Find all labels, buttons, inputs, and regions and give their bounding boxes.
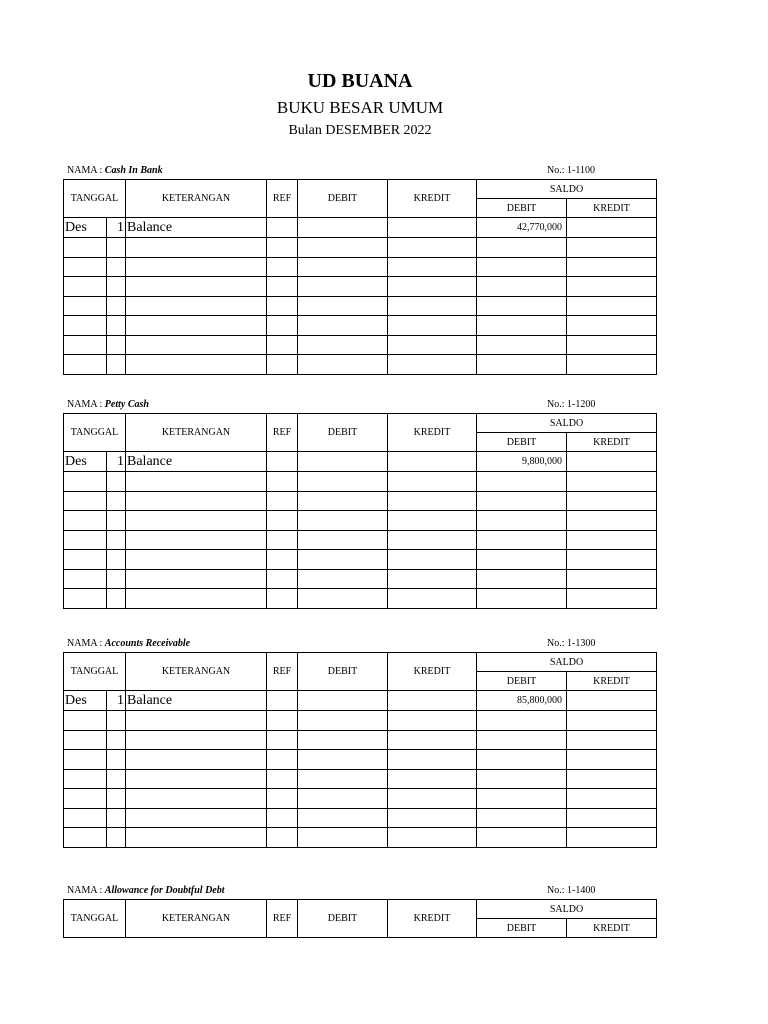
empty-cell — [298, 491, 388, 511]
account-number-line — [547, 165, 595, 176]
empty-cell — [298, 296, 388, 316]
empty-cell — [388, 335, 477, 355]
empty-cell — [567, 711, 657, 731]
empty-cell — [298, 238, 388, 258]
empty-cell — [64, 589, 107, 609]
empty-cell — [567, 828, 657, 848]
empty-cell — [567, 569, 657, 589]
col-ref: REF — [267, 414, 298, 452]
account-number: 1-1200 — [567, 399, 596, 410]
empty-cell — [477, 828, 567, 848]
empty-cell — [298, 550, 388, 570]
period-label: Bulan DESEMBER 2022 — [288, 123, 432, 138]
empty-cell — [126, 238, 267, 258]
cell-debit — [298, 452, 388, 472]
col-tanggal: TANGGAL — [64, 653, 126, 691]
empty-cell — [126, 316, 267, 336]
col-tanggal: TANGGAL — [64, 900, 126, 938]
empty-cell — [64, 569, 107, 589]
empty-cell — [477, 238, 567, 258]
empty-cell — [64, 238, 107, 258]
empty-cell — [64, 296, 107, 316]
empty-cell — [107, 491, 126, 511]
empty-cell — [567, 355, 657, 375]
col-saldo-kredit: KREDIT — [567, 919, 657, 938]
empty-cell — [388, 530, 477, 550]
empty-cell — [64, 335, 107, 355]
table-row — [64, 730, 657, 750]
empty-cell — [107, 316, 126, 336]
empty-cell — [267, 511, 298, 531]
table-row — [64, 452, 657, 472]
cell-day: 1 — [107, 452, 126, 472]
ledger-4 — [63, 885, 657, 938]
table-row — [64, 277, 657, 297]
empty-cell — [126, 769, 267, 789]
no-label: No.: — [547, 638, 565, 649]
empty-cell — [477, 750, 567, 770]
empty-cell — [388, 750, 477, 770]
empty-cell — [298, 808, 388, 828]
empty-cell — [107, 511, 126, 531]
empty-cell — [298, 511, 388, 531]
table-row — [64, 218, 657, 238]
empty-cell — [267, 355, 298, 375]
empty-cell — [477, 769, 567, 789]
cell-ref — [267, 452, 298, 472]
empty-cell — [126, 750, 267, 770]
empty-cell — [567, 750, 657, 770]
table-row — [64, 569, 657, 589]
cell-day: 1 — [107, 218, 126, 238]
account-name-line — [67, 885, 225, 896]
empty-cell — [477, 808, 567, 828]
empty-cell — [298, 530, 388, 550]
empty-cell — [567, 550, 657, 570]
company-title: UD BUANA — [307, 70, 413, 92]
empty-cell — [64, 491, 107, 511]
empty-cell — [126, 789, 267, 809]
empty-cell — [567, 316, 657, 336]
account-number: 1-1300 — [567, 638, 596, 649]
empty-cell — [567, 491, 657, 511]
col-saldo-kredit: KREDIT — [567, 199, 657, 218]
empty-cell — [107, 569, 126, 589]
empty-cell — [107, 277, 126, 297]
empty-cell — [64, 277, 107, 297]
empty-cell — [567, 238, 657, 258]
col-ref: REF — [267, 900, 298, 938]
empty-cell — [126, 569, 267, 589]
account-name: Cash In Bank — [104, 165, 163, 176]
ledger-3 — [63, 638, 657, 848]
empty-cell — [388, 316, 477, 336]
empty-cell — [298, 355, 388, 375]
empty-cell — [477, 789, 567, 809]
empty-cell — [64, 730, 107, 750]
empty-cell — [107, 355, 126, 375]
empty-cell — [477, 355, 567, 375]
cell-description: Balance — [126, 691, 267, 711]
empty-cell — [126, 550, 267, 570]
ledger-meta — [63, 399, 657, 413]
empty-cell — [388, 769, 477, 789]
empty-cell — [567, 789, 657, 809]
empty-cell — [64, 769, 107, 789]
empty-cell — [107, 530, 126, 550]
ledger-meta — [63, 165, 657, 179]
col-debit: DEBIT — [298, 900, 388, 938]
empty-cell — [298, 730, 388, 750]
empty-cell — [567, 769, 657, 789]
ledger-meta — [63, 885, 657, 899]
col-keterangan: KETERANGAN — [126, 900, 267, 938]
empty-cell — [388, 277, 477, 297]
account-name-line — [67, 399, 149, 410]
empty-cell — [107, 238, 126, 258]
empty-cell — [107, 730, 126, 750]
empty-cell — [388, 238, 477, 258]
empty-cell — [64, 808, 107, 828]
empty-cell — [126, 491, 267, 511]
empty-cell — [126, 828, 267, 848]
empty-cell — [388, 257, 477, 277]
cell-kredit — [388, 452, 477, 472]
cell-saldo-kredit — [567, 691, 657, 711]
empty-cell — [477, 550, 567, 570]
table-row — [64, 711, 657, 731]
account-number: 1-1100 — [567, 165, 595, 176]
empty-cell — [267, 530, 298, 550]
empty-cell — [477, 491, 567, 511]
cell-saldo-kredit — [567, 218, 657, 238]
empty-cell — [64, 750, 107, 770]
nama-label: NAMA : — [67, 638, 103, 649]
empty-cell — [388, 355, 477, 375]
account-name-line — [67, 165, 163, 176]
empty-cell — [567, 808, 657, 828]
cell-debit — [298, 218, 388, 238]
col-kredit: KREDIT — [388, 180, 477, 218]
empty-cell — [567, 511, 657, 531]
col-saldo-debit: DEBIT — [477, 199, 567, 218]
table-row — [64, 316, 657, 336]
ledger-table — [63, 652, 657, 848]
cell-saldo-debit: 85,800,000 — [477, 691, 567, 711]
nama-label: NAMA : — [67, 399, 103, 410]
empty-cell — [267, 750, 298, 770]
empty-cell — [126, 730, 267, 750]
col-saldo: SALDO — [477, 180, 657, 199]
table-row — [64, 550, 657, 570]
empty-cell — [567, 530, 657, 550]
empty-cell — [107, 296, 126, 316]
table-row — [64, 335, 657, 355]
empty-cell — [298, 257, 388, 277]
cell-month: Des — [64, 691, 107, 711]
empty-cell — [477, 335, 567, 355]
empty-cell — [298, 828, 388, 848]
empty-cell — [64, 828, 107, 848]
empty-cell — [388, 711, 477, 731]
empty-cell — [477, 511, 567, 531]
header-row — [64, 180, 657, 199]
col-keterangan: KETERANGAN — [126, 180, 267, 218]
empty-cell — [267, 589, 298, 609]
table-row — [64, 257, 657, 277]
cell-month: Des — [64, 452, 107, 472]
empty-cell — [64, 316, 107, 336]
empty-cell — [298, 472, 388, 492]
col-saldo-kredit: KREDIT — [567, 433, 657, 452]
table-row — [64, 769, 657, 789]
empty-cell — [126, 589, 267, 609]
empty-cell — [267, 316, 298, 336]
empty-cell — [267, 550, 298, 570]
account-name: Accounts Receivable — [104, 638, 191, 649]
col-saldo-debit: DEBIT — [477, 919, 567, 938]
empty-cell — [267, 808, 298, 828]
col-debit: DEBIT — [298, 180, 388, 218]
table-row — [64, 296, 657, 316]
table-row — [64, 750, 657, 770]
table-row — [64, 491, 657, 511]
empty-cell — [298, 335, 388, 355]
empty-cell — [107, 750, 126, 770]
empty-cell — [126, 355, 267, 375]
cell-month: Des — [64, 218, 107, 238]
empty-cell — [107, 257, 126, 277]
cell-ref — [267, 691, 298, 711]
col-kredit: KREDIT — [388, 653, 477, 691]
empty-cell — [388, 808, 477, 828]
empty-cell — [567, 730, 657, 750]
empty-cell — [567, 335, 657, 355]
empty-cell — [64, 711, 107, 731]
col-kredit: KREDIT — [388, 414, 477, 452]
empty-cell — [388, 511, 477, 531]
cell-description: Balance — [126, 218, 267, 238]
empty-cell — [267, 769, 298, 789]
empty-cell — [64, 789, 107, 809]
cell-day: 1 — [107, 691, 126, 711]
table-row — [64, 808, 657, 828]
table-row — [64, 691, 657, 711]
empty-cell — [567, 296, 657, 316]
empty-cell — [267, 491, 298, 511]
cell-description: Balance — [126, 452, 267, 472]
col-saldo: SALDO — [477, 653, 657, 672]
empty-cell — [107, 335, 126, 355]
col-saldo-kredit: KREDIT — [567, 672, 657, 691]
ledger-table — [63, 413, 657, 609]
empty-cell — [107, 711, 126, 731]
col-debit: DEBIT — [298, 653, 388, 691]
account-number: 1-1400 — [567, 885, 596, 896]
col-tanggal: TANGGAL — [64, 180, 126, 218]
account-name-line — [67, 638, 190, 649]
empty-cell — [388, 789, 477, 809]
empty-cell — [298, 711, 388, 731]
table-row — [64, 511, 657, 531]
col-ref: REF — [267, 180, 298, 218]
empty-cell — [298, 316, 388, 336]
col-keterangan: KETERANGAN — [126, 414, 267, 452]
col-keterangan: KETERANGAN — [126, 653, 267, 691]
empty-cell — [126, 711, 267, 731]
account-name: Allowance for Doubtful Debt — [104, 885, 225, 896]
cell-ref — [267, 218, 298, 238]
cell-saldo-debit: 9,800,000 — [477, 452, 567, 472]
empty-cell — [298, 769, 388, 789]
empty-cell — [477, 316, 567, 336]
empty-cell — [64, 511, 107, 531]
empty-cell — [567, 257, 657, 277]
no-label: No.: — [547, 399, 565, 410]
header-row — [64, 414, 657, 433]
col-saldo: SALDO — [477, 414, 657, 433]
header-row — [64, 653, 657, 672]
account-name: Petty Cash — [104, 399, 149, 410]
empty-cell — [477, 530, 567, 550]
table-row — [64, 238, 657, 258]
cell-kredit — [388, 218, 477, 238]
account-number-line — [547, 638, 595, 649]
empty-cell — [298, 789, 388, 809]
no-label: No.: — [547, 885, 565, 896]
empty-cell — [477, 569, 567, 589]
empty-cell — [267, 730, 298, 750]
empty-cell — [477, 589, 567, 609]
ledger-table — [63, 899, 657, 938]
empty-cell — [267, 569, 298, 589]
ledger-table — [63, 179, 657, 375]
col-saldo-debit: DEBIT — [477, 433, 567, 452]
empty-cell — [267, 711, 298, 731]
empty-cell — [126, 257, 267, 277]
empty-cell — [388, 472, 477, 492]
empty-cell — [107, 808, 126, 828]
empty-cell — [477, 277, 567, 297]
empty-cell — [388, 296, 477, 316]
empty-cell — [126, 530, 267, 550]
empty-cell — [298, 750, 388, 770]
empty-cell — [64, 472, 107, 492]
table-row — [64, 472, 657, 492]
col-saldo-debit: DEBIT — [477, 672, 567, 691]
header-row — [64, 900, 657, 919]
table-row — [64, 530, 657, 550]
col-kredit: KREDIT — [388, 900, 477, 938]
empty-cell — [107, 589, 126, 609]
empty-cell — [267, 257, 298, 277]
empty-cell — [567, 472, 657, 492]
ledger-meta — [63, 638, 657, 652]
col-saldo: SALDO — [477, 900, 657, 919]
nama-label: NAMA : — [67, 165, 103, 176]
empty-cell — [107, 472, 126, 492]
ledger-1 — [63, 165, 657, 375]
empty-cell — [126, 808, 267, 828]
col-ref: REF — [267, 653, 298, 691]
empty-cell — [107, 550, 126, 570]
cell-kredit — [388, 691, 477, 711]
table-row — [64, 828, 657, 848]
empty-cell — [298, 569, 388, 589]
empty-cell — [477, 296, 567, 316]
table-row — [64, 355, 657, 375]
empty-cell — [298, 277, 388, 297]
empty-cell — [388, 550, 477, 570]
empty-cell — [477, 472, 567, 492]
empty-cell — [388, 730, 477, 750]
empty-cell — [107, 769, 126, 789]
col-tanggal: TANGGAL — [64, 414, 126, 452]
empty-cell — [267, 238, 298, 258]
empty-cell — [107, 828, 126, 848]
empty-cell — [64, 530, 107, 550]
empty-cell — [388, 491, 477, 511]
empty-cell — [267, 335, 298, 355]
table-row — [64, 789, 657, 809]
empty-cell — [107, 789, 126, 809]
empty-cell — [567, 589, 657, 609]
cell-saldo-debit: 42,770,000 — [477, 218, 567, 238]
empty-cell — [567, 277, 657, 297]
empty-cell — [388, 589, 477, 609]
empty-cell — [477, 257, 567, 277]
empty-cell — [477, 711, 567, 731]
col-debit: DEBIT — [298, 414, 388, 452]
account-number-line — [547, 399, 595, 410]
empty-cell — [64, 257, 107, 277]
no-label: No.: — [547, 165, 565, 176]
empty-cell — [267, 789, 298, 809]
empty-cell — [267, 277, 298, 297]
empty-cell — [267, 472, 298, 492]
table-row — [64, 589, 657, 609]
empty-cell — [126, 296, 267, 316]
ledger-2 — [63, 399, 657, 609]
nama-label: NAMA : — [67, 885, 103, 896]
empty-cell — [388, 828, 477, 848]
empty-cell — [477, 730, 567, 750]
empty-cell — [126, 277, 267, 297]
empty-cell — [126, 472, 267, 492]
empty-cell — [267, 296, 298, 316]
cell-saldo-kredit — [567, 452, 657, 472]
empty-cell — [298, 589, 388, 609]
empty-cell — [267, 828, 298, 848]
ledger-title: BUKU BESAR UMUM — [276, 98, 444, 117]
empty-cell — [64, 355, 107, 375]
cell-debit — [298, 691, 388, 711]
empty-cell — [126, 511, 267, 531]
empty-cell — [388, 569, 477, 589]
empty-cell — [64, 550, 107, 570]
account-number-line — [547, 885, 595, 896]
empty-cell — [126, 335, 267, 355]
